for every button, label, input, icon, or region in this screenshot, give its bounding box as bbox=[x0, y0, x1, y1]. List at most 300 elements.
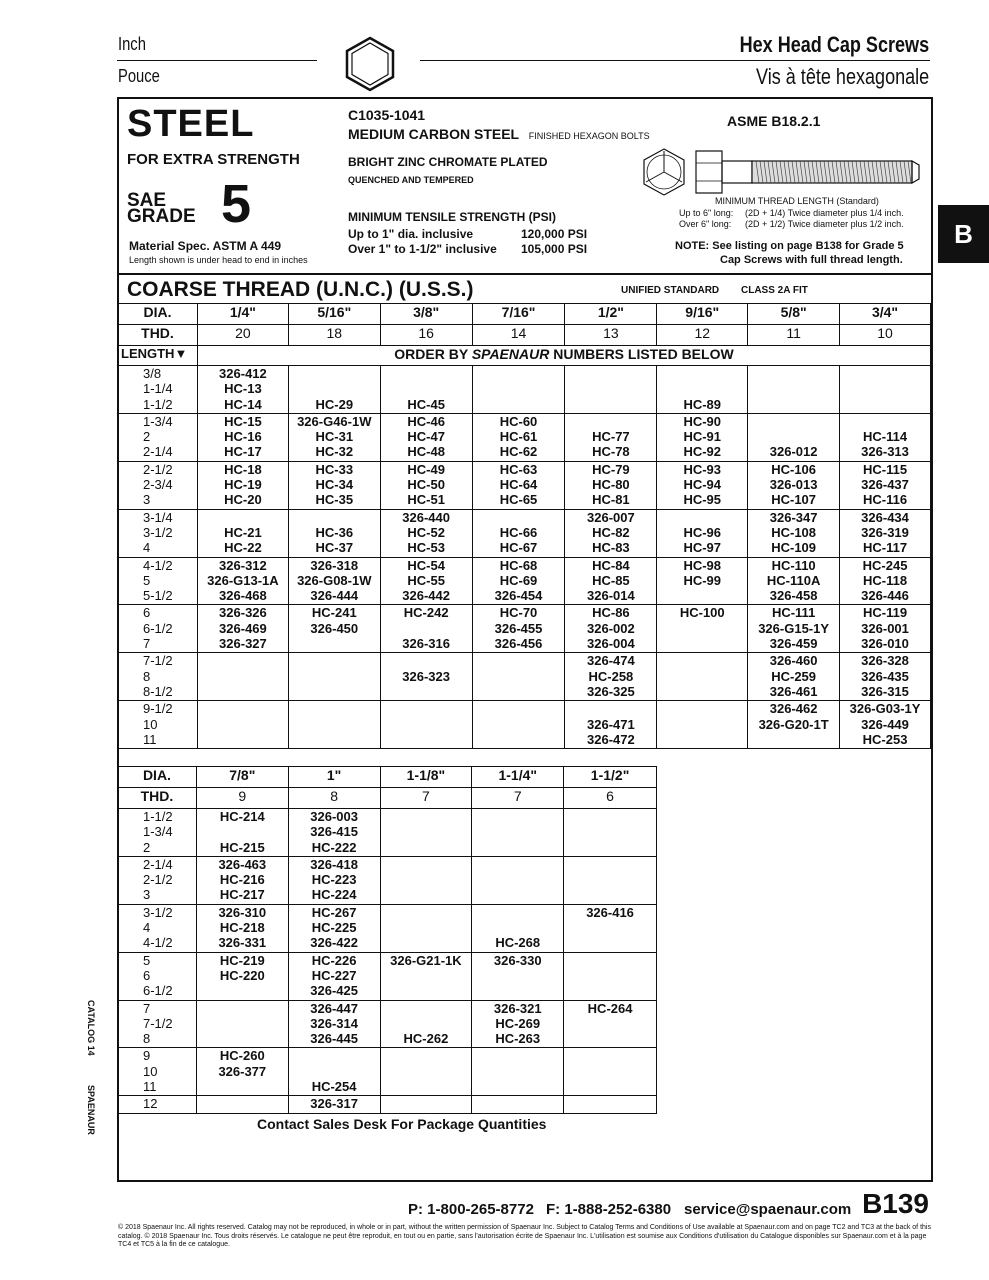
part-number: HC-263 bbox=[495, 1031, 541, 1047]
part-number: HC-36 bbox=[315, 524, 354, 540]
part-number: 326-014 bbox=[587, 588, 635, 604]
part-number: 326-447 bbox=[310, 1000, 358, 1016]
dia-header: 1-1/4" bbox=[472, 767, 564, 788]
part-number bbox=[472, 857, 563, 872]
table-row bbox=[118, 366, 931, 414]
asme-standard: ASME B18.2.1 bbox=[727, 113, 821, 129]
part-number bbox=[472, 872, 563, 887]
length-value: 6-1/2 bbox=[143, 983, 173, 999]
part-number: 326-003 bbox=[310, 809, 358, 824]
part-number: HC-68 bbox=[499, 557, 538, 573]
part-number: 326-472 bbox=[587, 731, 635, 747]
part-number: HC-22 bbox=[224, 540, 262, 556]
part-cell bbox=[380, 413, 472, 461]
part-number bbox=[198, 653, 288, 668]
part-cell bbox=[748, 653, 840, 701]
part-number: HC-94 bbox=[683, 477, 722, 493]
part-number: 326-313 bbox=[861, 444, 909, 460]
part-number: 326-318 bbox=[310, 557, 359, 573]
part-cell bbox=[288, 366, 380, 414]
part-cell bbox=[197, 653, 288, 701]
part-cell bbox=[657, 701, 748, 749]
length-value: 2-1/4 bbox=[143, 856, 173, 872]
dia-header: 1-1/8" bbox=[380, 767, 472, 788]
part-number: HC-82 bbox=[592, 524, 630, 540]
part-cell bbox=[565, 461, 657, 509]
page-title-fr: Vis à tête hexagonale bbox=[755, 64, 929, 89]
part-number bbox=[289, 653, 380, 668]
part-number bbox=[473, 684, 565, 699]
part-number: HC-223 bbox=[311, 872, 357, 888]
bolt-drawing-icon bbox=[639, 145, 929, 203]
part-number bbox=[564, 809, 656, 824]
part-number: HC-96 bbox=[683, 524, 722, 540]
part-cell bbox=[564, 809, 657, 857]
length-value: 2-1/2 bbox=[143, 461, 173, 477]
part-number bbox=[289, 1064, 380, 1079]
part-number bbox=[473, 717, 565, 732]
part-number bbox=[564, 872, 656, 887]
part-number: 326-310 bbox=[218, 904, 267, 920]
part-cell bbox=[564, 952, 657, 1000]
part-number: HC-262 bbox=[403, 1031, 449, 1047]
thd-value: 10 bbox=[840, 325, 931, 346]
length-cell bbox=[118, 952, 197, 1000]
part-number: 326-458 bbox=[769, 588, 818, 604]
part-number: HC-61 bbox=[499, 429, 538, 445]
part-number: 326-418 bbox=[310, 856, 358, 872]
part-number bbox=[473, 669, 565, 684]
dia-header: 1/4" bbox=[197, 304, 288, 325]
part-number: HC-259 bbox=[771, 668, 817, 684]
thd-label: THD. bbox=[118, 325, 198, 346]
part-number: HC-117 bbox=[862, 540, 908, 556]
table-row bbox=[118, 701, 931, 749]
thd-value: 13 bbox=[565, 325, 657, 346]
part-number bbox=[565, 414, 656, 429]
copyright bbox=[118, 1224, 932, 1250]
part-number: HC-258 bbox=[588, 668, 634, 684]
part-cell bbox=[288, 557, 380, 605]
part-number: 326-463 bbox=[218, 856, 267, 872]
length-value: 8 bbox=[143, 1031, 151, 1047]
length-value: 2-1/4 bbox=[143, 444, 173, 460]
part-number: 326-440 bbox=[402, 509, 450, 525]
part-cell bbox=[748, 413, 840, 461]
part-number bbox=[840, 414, 930, 429]
part-cell bbox=[840, 701, 931, 749]
part-number: 326-416 bbox=[586, 904, 634, 920]
part-number: 326-323 bbox=[402, 668, 450, 684]
part-number: HC-18 bbox=[224, 461, 262, 477]
part-cell bbox=[840, 413, 931, 461]
tensile-title: MINIMUM TENSILE STRENGTH (PSI) bbox=[348, 210, 556, 224]
part-cell bbox=[564, 1096, 657, 1113]
length-value: 3-1/2 bbox=[143, 524, 173, 540]
min-thread-2-a: Over 6" long: bbox=[679, 219, 732, 229]
part-cell bbox=[380, 557, 472, 605]
part-number: HC-90 bbox=[683, 413, 722, 429]
part-cell bbox=[196, 856, 288, 904]
part-number: 326-422 bbox=[310, 935, 358, 951]
finished-label: FINISHED HEXAGON BOLTS bbox=[528, 131, 650, 141]
part-cell bbox=[197, 413, 288, 461]
part-cell bbox=[472, 461, 565, 509]
part-number: HC-65 bbox=[499, 492, 538, 508]
part-number: 326-326 bbox=[219, 605, 267, 621]
part-cell bbox=[472, 701, 565, 749]
part-number bbox=[197, 983, 288, 998]
header-unit-en: Inch bbox=[118, 34, 146, 54]
part-number bbox=[198, 717, 288, 732]
part-number bbox=[564, 887, 656, 902]
length-value: 5 bbox=[143, 572, 151, 588]
part-cell bbox=[472, 557, 565, 605]
extra-strength-label: FOR EXTRA STRENGTH bbox=[127, 151, 300, 168]
part-cell bbox=[380, 1000, 472, 1048]
part-cell bbox=[380, 809, 472, 857]
part-number bbox=[289, 510, 380, 525]
part-number bbox=[473, 653, 565, 668]
part-cell bbox=[197, 557, 288, 605]
part-number: HC-214 bbox=[219, 809, 265, 824]
part-number bbox=[381, 809, 472, 824]
part-number: 326-325 bbox=[587, 683, 635, 699]
length-cell bbox=[118, 413, 198, 461]
part-number: HC-227 bbox=[311, 967, 357, 983]
header-unit-fr: Pouce bbox=[118, 66, 160, 86]
part-cell bbox=[197, 701, 288, 749]
length-value: 7-1/2 bbox=[143, 653, 173, 669]
sae-label: SAE bbox=[127, 190, 167, 211]
part-number: HC-86 bbox=[592, 605, 630, 621]
part-number: HC-253 bbox=[862, 731, 908, 747]
part-cell bbox=[380, 856, 472, 904]
part-number bbox=[381, 857, 472, 872]
part-cell bbox=[288, 952, 380, 1000]
part-number bbox=[472, 840, 563, 855]
part-cell bbox=[840, 557, 931, 605]
length-value: 2-3/4 bbox=[143, 477, 173, 493]
table2-dia-row bbox=[118, 767, 657, 788]
part-number: 326-446 bbox=[861, 588, 909, 604]
part-number: 326-317 bbox=[310, 1096, 358, 1112]
length-value: 7-1/2 bbox=[143, 1015, 173, 1031]
part-number: 326-437 bbox=[861, 477, 909, 493]
part-number: HC-31 bbox=[315, 429, 354, 445]
length-value: 2 bbox=[143, 429, 151, 445]
part-number: HC-99 bbox=[683, 572, 722, 588]
footer-email: service@spaenaur.com bbox=[684, 1201, 852, 1218]
part-cell bbox=[748, 605, 840, 653]
thd-value: 8 bbox=[288, 788, 380, 809]
thd-label: THD. bbox=[118, 788, 197, 809]
part-number: HC-85 bbox=[592, 572, 630, 588]
part-cell bbox=[196, 1000, 288, 1048]
part-cell bbox=[472, 605, 565, 653]
part-cell bbox=[472, 366, 565, 414]
part-number bbox=[657, 684, 747, 699]
part-cell bbox=[472, 856, 564, 904]
part-number bbox=[472, 905, 563, 920]
part-number: 326-331 bbox=[218, 935, 267, 951]
spec-divider bbox=[119, 273, 931, 275]
part-number bbox=[472, 1064, 563, 1079]
part-number bbox=[381, 824, 472, 839]
part-cell bbox=[196, 809, 288, 857]
part-number: HC-51 bbox=[407, 492, 445, 508]
tensile-2-label: Over 1" to 1-1/2" inclusive bbox=[348, 242, 497, 256]
part-number: HC-60 bbox=[499, 413, 538, 429]
thd-value: 20 bbox=[197, 325, 288, 346]
part-number bbox=[289, 669, 380, 684]
part-number bbox=[381, 653, 472, 668]
part-cell bbox=[748, 366, 840, 414]
part-number: HC-91 bbox=[683, 429, 722, 445]
part-number: HC-17 bbox=[224, 444, 262, 460]
part-number bbox=[565, 397, 656, 412]
part-number bbox=[289, 1048, 380, 1063]
length-value: 2-1/2 bbox=[143, 872, 173, 888]
table-row bbox=[118, 461, 931, 509]
min-thread-title: MINIMUM THREAD LENGTH (Standard) bbox=[715, 196, 879, 206]
footer-phone: P: 1-800-265-8772 bbox=[408, 1201, 534, 1218]
part-number bbox=[381, 381, 472, 396]
part-number bbox=[381, 684, 472, 699]
part-number bbox=[381, 968, 472, 983]
part-number bbox=[472, 983, 563, 998]
part-number: 326-460 bbox=[769, 653, 818, 669]
thread-title: COARSE THREAD (U.N.C.) (U.S.S.) bbox=[127, 278, 474, 301]
part-number bbox=[472, 887, 563, 902]
length-value: 1-3/4 bbox=[143, 824, 173, 840]
length-cell bbox=[118, 856, 197, 904]
length-value: 7 bbox=[143, 1000, 151, 1016]
table1-dia-row bbox=[118, 304, 931, 325]
part-cell bbox=[657, 509, 748, 557]
part-cell bbox=[380, 605, 472, 653]
thd-value: 11 bbox=[748, 325, 840, 346]
part-number bbox=[565, 701, 656, 716]
part-number: HC-20 bbox=[224, 492, 262, 508]
table-row bbox=[118, 809, 657, 857]
part-number: 326-474 bbox=[587, 653, 635, 669]
part-number: 326-456 bbox=[494, 636, 543, 652]
part-number bbox=[289, 366, 380, 381]
part-cell bbox=[840, 605, 931, 653]
part-number bbox=[472, 1096, 563, 1111]
part-number bbox=[748, 414, 839, 429]
part-number: 326-455 bbox=[494, 620, 543, 636]
length-value: 3 bbox=[143, 887, 151, 903]
part-cell bbox=[565, 557, 657, 605]
thd-value: 12 bbox=[657, 325, 748, 346]
part-number bbox=[565, 381, 656, 396]
part-number: 326-315 bbox=[861, 683, 909, 699]
dia-label: DIA. bbox=[118, 304, 198, 325]
part-cell bbox=[657, 461, 748, 509]
length-cell bbox=[118, 653, 198, 701]
order-row bbox=[118, 346, 931, 366]
length-value: 3-1/2 bbox=[143, 904, 173, 920]
part-number: HC-69 bbox=[499, 572, 538, 588]
part-number bbox=[657, 588, 747, 603]
part-number: 326-321 bbox=[493, 1000, 542, 1016]
part-number: HC-219 bbox=[219, 952, 265, 968]
thd-value: 14 bbox=[472, 325, 565, 346]
part-cell bbox=[840, 461, 931, 509]
part-number: HC-118 bbox=[862, 572, 908, 588]
part-number: 326-327 bbox=[219, 636, 267, 652]
length-cell bbox=[118, 1000, 197, 1048]
min-thread-1-a: Up to 6" long: bbox=[679, 208, 734, 218]
part-number bbox=[564, 840, 656, 855]
note-line-1: NOTE: See listing on page B138 for Grade 5 bbox=[675, 240, 904, 252]
part-cell bbox=[565, 366, 657, 414]
dia-header: 1-1/2" bbox=[564, 767, 657, 788]
part-number: 326-461 bbox=[769, 683, 818, 699]
part-number: HC-95 bbox=[683, 492, 722, 508]
part-cell bbox=[380, 1096, 472, 1113]
length-value: 2 bbox=[143, 839, 151, 855]
length-value: 6 bbox=[143, 967, 151, 983]
dia-header: 5/16" bbox=[288, 304, 380, 325]
part-cell bbox=[288, 461, 380, 509]
dia-header: 3/8" bbox=[380, 304, 472, 325]
part-cell bbox=[564, 856, 657, 904]
tensile-1-label: Up to 1" dia. inclusive bbox=[348, 227, 474, 241]
length-cell bbox=[118, 461, 198, 509]
part-number: HC-13 bbox=[224, 381, 262, 397]
material-heading: STEEL bbox=[127, 103, 255, 145]
part-number: 326-G13-1A bbox=[207, 572, 279, 588]
part-number: 326-468 bbox=[219, 588, 267, 604]
part-number bbox=[381, 1048, 472, 1063]
part-cell bbox=[657, 653, 748, 701]
part-number: HC-54 bbox=[407, 557, 445, 573]
length-value: 7 bbox=[143, 636, 151, 652]
grade-label: GRADE bbox=[127, 206, 196, 227]
part-number: HC-268 bbox=[495, 935, 541, 951]
part-number: 326-316 bbox=[402, 636, 450, 652]
part-cell bbox=[564, 1000, 657, 1048]
part-number bbox=[840, 381, 930, 396]
part-number: HC-48 bbox=[407, 444, 445, 460]
length-value: 5-1/2 bbox=[143, 588, 173, 604]
table1-thd-row bbox=[118, 325, 931, 346]
part-number: 326-469 bbox=[219, 620, 267, 636]
part-number bbox=[564, 1064, 656, 1079]
part-cell bbox=[748, 701, 840, 749]
part-number: HC-32 bbox=[315, 444, 354, 460]
order-instruction bbox=[197, 346, 930, 366]
table-row bbox=[118, 1096, 657, 1113]
part-number bbox=[657, 381, 747, 396]
part-number bbox=[289, 701, 380, 716]
part-number: 326-312 bbox=[219, 557, 267, 573]
part-cell bbox=[565, 653, 657, 701]
part-number bbox=[657, 653, 747, 668]
part-number: HC-52 bbox=[407, 524, 445, 540]
part-cell bbox=[472, 1000, 564, 1048]
part-number: HC-55 bbox=[407, 572, 445, 588]
part-number: HC-242 bbox=[403, 605, 449, 621]
side-brand-label: SPAENAUR bbox=[86, 1085, 96, 1135]
part-number: 326-445 bbox=[310, 1031, 358, 1047]
part-number: 326-G08-1W bbox=[297, 572, 372, 588]
part-cell bbox=[288, 653, 380, 701]
part-number bbox=[381, 621, 472, 636]
part-cell bbox=[472, 904, 564, 952]
part-number bbox=[381, 872, 472, 887]
steel-type bbox=[348, 126, 650, 142]
part-number: HC-269 bbox=[495, 1015, 541, 1031]
min-thread-2-b: (2D + 1/2) Twice diameter plus 1/2 inch. bbox=[745, 219, 904, 229]
part-cell bbox=[657, 557, 748, 605]
thread-table-large bbox=[117, 766, 657, 1114]
part-cell bbox=[288, 605, 380, 653]
steel-code: C1035-1041 bbox=[348, 107, 426, 123]
part-number: HC-50 bbox=[407, 477, 445, 493]
part-number: HC-46 bbox=[407, 413, 445, 429]
part-number: 326-G03-1Y bbox=[849, 701, 921, 717]
table-row bbox=[118, 509, 931, 557]
part-number bbox=[657, 717, 747, 732]
part-number bbox=[381, 887, 472, 902]
part-number: HC-97 bbox=[683, 540, 722, 556]
part-number: HC-93 bbox=[683, 461, 722, 477]
part-number: HC-80 bbox=[592, 477, 630, 493]
part-number bbox=[564, 1016, 656, 1031]
part-number: HC-49 bbox=[407, 461, 445, 477]
part-number bbox=[472, 809, 563, 824]
part-cell bbox=[472, 1096, 564, 1113]
part-cell bbox=[196, 1048, 288, 1096]
length-value: 1-3/4 bbox=[143, 413, 173, 429]
part-number: HC-79 bbox=[592, 461, 630, 477]
length-value: 3/8 bbox=[143, 366, 162, 381]
medium-carbon: MEDIUM CARBON STEEL bbox=[348, 126, 519, 142]
part-cell bbox=[288, 413, 380, 461]
part-number: 326-G21-1K bbox=[390, 952, 462, 968]
length-value: 5 bbox=[143, 952, 151, 968]
part-number bbox=[381, 1001, 472, 1016]
treatment-label: QUENCHED AND TEMPERED bbox=[348, 175, 474, 185]
length-value: 12 bbox=[143, 1096, 158, 1112]
part-cell bbox=[472, 809, 564, 857]
unified-label: UNIFIED STANDARD bbox=[621, 285, 720, 296]
part-number: HC-111 bbox=[771, 605, 816, 621]
part-cell bbox=[564, 1048, 657, 1096]
part-number bbox=[473, 701, 565, 716]
length-cell bbox=[118, 557, 198, 605]
part-number bbox=[564, 935, 656, 950]
part-cell bbox=[288, 856, 380, 904]
part-number: HC-107 bbox=[771, 492, 817, 508]
length-cell bbox=[118, 605, 198, 653]
part-number bbox=[198, 669, 288, 684]
order-prefix: ORDER BY bbox=[394, 346, 472, 362]
part-number bbox=[198, 732, 288, 747]
part-number: HC-62 bbox=[499, 444, 538, 460]
table-row bbox=[118, 557, 931, 605]
part-cell bbox=[196, 904, 288, 952]
part-cell bbox=[380, 904, 472, 952]
header-rule-right bbox=[420, 60, 930, 61]
part-number: HC-89 bbox=[683, 396, 722, 412]
table-row bbox=[118, 413, 931, 461]
length-value: 9-1/2 bbox=[143, 701, 173, 717]
